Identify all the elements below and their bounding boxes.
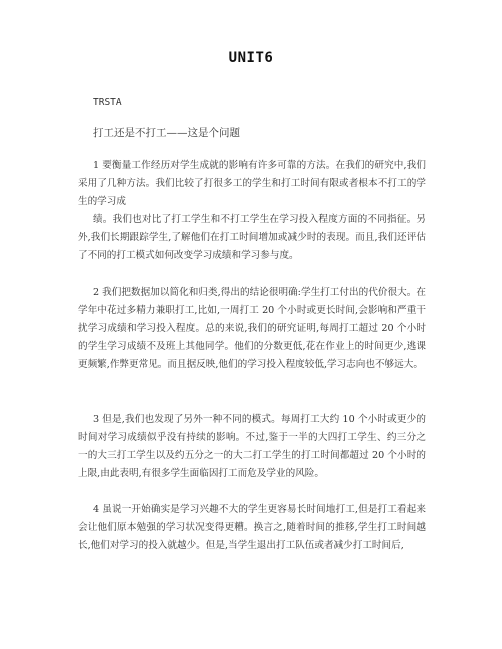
document-subtitle: TRSTA [93, 97, 122, 108]
paragraph-2: 2 我们把数据加以简化和归类,得出的结论很明确:学生打工付出的代价很大。在学年中花过多精力兼职打工,比如,一周打工 20 个小时或更长时间,会影响和严重干扰学习成绩和学习投入程度。总的来说,我们的研究证明,每周打工超过 20 个小时的学生学习成绩不及班上其他同学。他们的分数更低,花在作业上的时间更少,逃课更频繁,作弊更常见。而且据反映,他们的学习投入程度较低,学习志向也不够远大。 [78, 287, 426, 370]
paragraph-1-continued: 绩。我们也对比了打工学生和不打工学生在学习投入程度方面的不同指征。另外,我们长期跟踪学生,了解他们在打工时间增加或减少时的表现。而且,我们还评估了不同的打工模式如何改变学习成绩和学习参与度。 [78, 214, 426, 261]
paragraph-4: 4 虽说一开始确实是学习兴趣不大的学生更容易长时间地打工,但是打工看起来会让他们原本勉强的学习状况变得更糟。换言之,随着时间的推移,学生打工时间越长,他们对学习的投入就越少。但是,当学生退出打工队伍或者减少打工时间后, [78, 504, 426, 551]
paragraph-1: 1 要衡量工作经历对学生成就的影响有许多可靠的方法。在我们的研究中,我们采用了几种方法。我们比较了打很多工的学生和打工时间有限或者根本不打工的学生的学习成 [78, 160, 426, 207]
paragraph-3: 3 但是,我们也发现了另外一种不同的模式。每周打工大约 10 个小时或更少的时间对学习成绩似乎没有持续的影响。不过,鉴于一半的大四打工学生、约三分之一的大三打工学生以及约五分之一的大二打工学生的打工时间都超过 20 个小时的上限,由此表明,有很多学生面临因打工而危及学业的风险。 [78, 414, 426, 479]
section-heading: 打工还是不打工——这是个问题 [93, 127, 240, 139]
document-title: UNIT6 [228, 50, 274, 66]
